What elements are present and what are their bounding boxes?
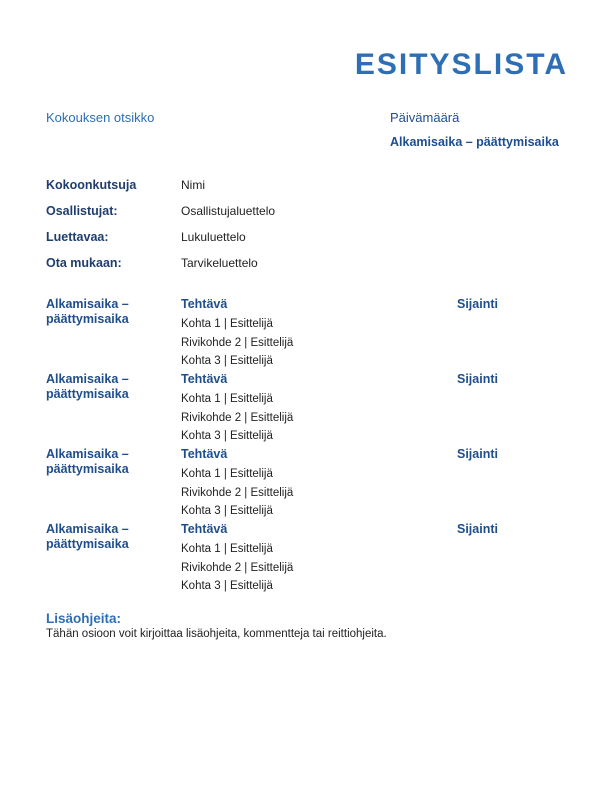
agenda-location: Sijainti (457, 297, 498, 311)
agenda-item: Kohta 1 | Esittelijä (181, 393, 273, 405)
agenda-item: Kohta 1 | Esittelijä (181, 543, 273, 555)
info-row-attendees (46, 204, 466, 230)
agenda-task: Tehtävä (181, 372, 228, 386)
agenda-item: Kohta 3 | Esittelijä (181, 580, 273, 592)
agenda-time-end: päättymisaika (46, 537, 129, 551)
agenda-time (46, 522, 181, 597)
agenda-item: Kohta 1 | Esittelijä (181, 318, 273, 330)
notes-heading: Lisäohjeita: (46, 611, 122, 626)
notes-text: Tähän osioon voit kirjoittaa lisäohjeita, kommentteja tai reittiohjeita. (46, 628, 387, 640)
agenda-content (181, 522, 457, 597)
agenda-block (46, 297, 566, 372)
agenda-item: Kohta 1 | Esittelijä (181, 468, 273, 480)
info-label: Ota mukaan: (46, 256, 122, 270)
agenda-item: Rivikohde 2 | Esittelijä (181, 336, 294, 349)
agenda-item: Kohta 3 | Esittelijä (181, 505, 273, 517)
info-row-bring (46, 256, 466, 282)
info-value: Osallistujaluettelo (181, 204, 276, 218)
info-row-reading (46, 230, 466, 256)
info-value: Nimi (181, 178, 205, 192)
agenda-time-end: päättymisaika (46, 387, 129, 401)
agenda-item: Kohta 3 | Esittelijä (181, 430, 273, 442)
info-value: Lukuluettelo (181, 230, 246, 244)
agenda-time-start: Alkamisaika – (46, 447, 129, 461)
agenda-list (46, 297, 566, 597)
meeting-info (46, 178, 466, 282)
agenda-content (181, 447, 457, 522)
agenda-time-start: Alkamisaika – (46, 522, 129, 536)
info-row-organizer (46, 178, 466, 204)
agenda-block (46, 522, 566, 597)
agenda-item: Rivikohde 2 | Esittelijä (181, 411, 294, 424)
agenda-task: Tehtävä (181, 522, 228, 536)
agenda-time (46, 447, 181, 522)
info-label: Luettavaa: (46, 230, 109, 244)
agenda-content (181, 297, 457, 372)
agenda-block (46, 372, 566, 447)
agenda-task: Tehtävä (181, 297, 228, 311)
agenda-location: Sijainti (457, 372, 498, 386)
meeting-time-range: Alkamisaika – päättymisaika (390, 135, 559, 149)
agenda-time (46, 372, 181, 447)
agenda-time-start: Alkamisaika – (46, 297, 129, 311)
agenda-location: Sijainti (457, 522, 498, 536)
agenda-time-end: päättymisaika (46, 462, 129, 476)
agenda-location: Sijainti (457, 447, 498, 461)
agenda-block (46, 447, 566, 522)
info-label: Kokoonkutsuja (46, 178, 137, 192)
agenda-time-end: päättymisaika (46, 312, 129, 326)
agenda-item: Rivikohde 2 | Esittelijä (181, 486, 294, 499)
agenda-content (181, 372, 457, 447)
info-label: Osallistujat: (46, 204, 118, 218)
agenda-time-start: Alkamisaika – (46, 372, 129, 386)
agenda-item: Kohta 3 | Esittelijä (181, 355, 273, 367)
meeting-title: Kokouksen otsikko (46, 110, 155, 125)
agenda-item: Rivikohde 2 | Esittelijä (181, 561, 294, 574)
agenda-task: Tehtävä (181, 447, 228, 461)
agenda-time (46, 297, 181, 372)
info-value: Tarvikeluettelo (181, 256, 258, 270)
page-title: ESITYSLISTA (354, 48, 568, 81)
meeting-date: Päivämäärä (390, 110, 460, 125)
